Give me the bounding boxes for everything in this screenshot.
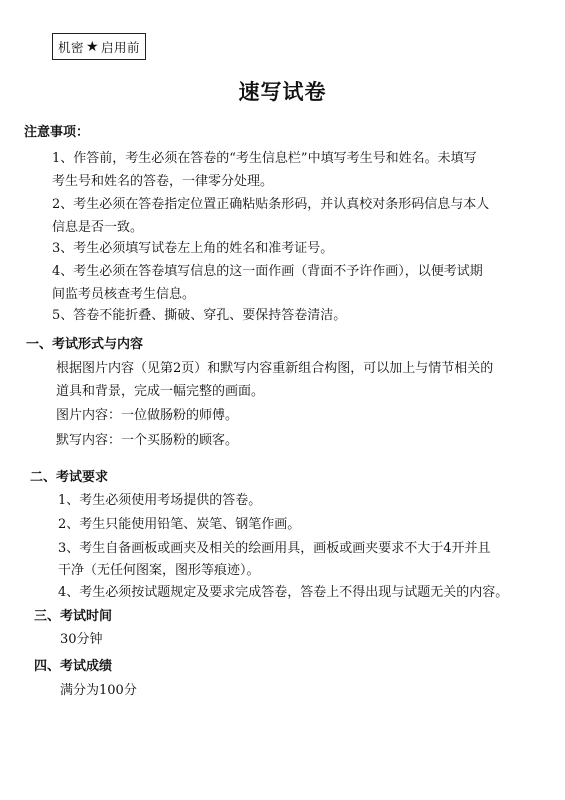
stamp-right-text: 启用前	[101, 39, 141, 55]
notice-line: 5、答卷不能折叠、撕破、穿孔、要保持答卷清洁。	[52, 308, 347, 323]
notice-line: 1、作答前，考生必须在答卷的“考生信息栏”中填写考生号和姓名。未填写	[52, 151, 477, 166]
star-icon: ★	[85, 38, 100, 55]
stamp-left-text: 机密	[57, 39, 84, 55]
notice-line: 2、考生必须在答卷指定位置正确粘贴条形码，并认真校对条形码信息与本人	[52, 197, 490, 212]
section-heading-requirements: 二、考试要求	[30, 470, 109, 485]
notice-line: 信息是否一致。	[52, 220, 144, 235]
notice-line: 考生号和姓名的答卷，一律零分处理。	[52, 174, 274, 189]
section-heading-score: 四、考试成绩	[34, 659, 113, 674]
page-title: 速写试卷	[238, 80, 327, 104]
section-line: 干净（无任何图案，图形等痕迹）。	[58, 563, 260, 578]
section-line: 默写内容：一个买肠粉的顾客。	[56, 433, 239, 448]
exam-score-value: 满分为100分	[60, 683, 137, 698]
section-line: 图片内容：一位做肠粉的师傅。	[56, 408, 239, 423]
exam-time-value: 30分钟	[60, 632, 103, 647]
confidential-stamp	[52, 33, 146, 60]
section-line: 根据图片内容（见第2页）和默写内容重新组合构图，可以加上与情节相关的	[56, 361, 494, 376]
section-line: 道具和背景，完成一幅完整的画面。	[56, 384, 265, 399]
section-heading-format: 一、考试形式与内容	[26, 337, 144, 352]
notice-heading: 注意事项：	[24, 125, 90, 140]
notice-line: 间监考员核查考生信息。	[52, 287, 196, 302]
notice-line: 3、考生必须填写试卷左上角的姓名和准考证号。	[52, 241, 334, 256]
section-line: 4、考生必须按试题规定及要求完成答卷，答卷上不得出现与试题无关的内容。	[58, 585, 509, 600]
section-heading-time: 三、考试时间	[34, 609, 113, 624]
section-line: 3、考生自备画板或画夹及相关的绘画用具，画板或画夹要求不大于4开并且	[58, 541, 491, 556]
section-line: 2、考生只能使用铅笔、炭笔、钢笔作画。	[58, 517, 301, 532]
section-line: 1、考生必须使用考场提供的答卷。	[58, 493, 262, 508]
notice-line: 4、考生必须在答卷填写信息的这一面作画（背面不予许作画），以便考试期	[52, 264, 483, 279]
